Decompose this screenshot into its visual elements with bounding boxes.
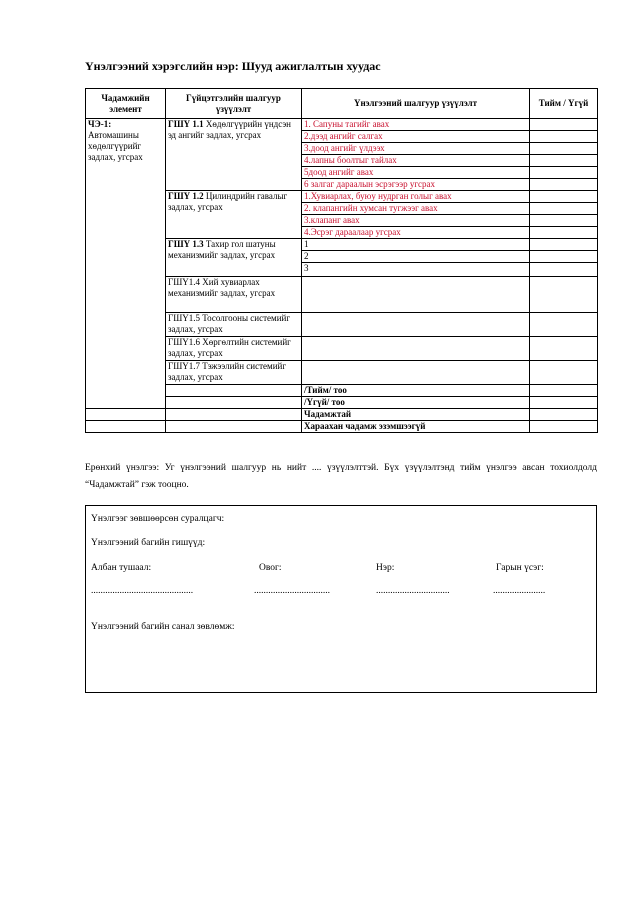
document-title: Үнэлгээний хэрэгслийн нэр: Шууд ажиглалтын хуудас: [85, 59, 381, 73]
criteria-item: [302, 337, 530, 361]
criteria-item: [302, 313, 530, 337]
performance-text: Хөдөлгүүрийн үндсэн эд ангийг задлах, угсрах: [168, 119, 291, 140]
advice-label: Үнэлгээний багийн санал зөвлөмж:: [91, 622, 235, 632]
criteria-item: 1: [302, 239, 530, 251]
position-label: Албан тушаал:: [91, 563, 152, 573]
answer-cell[interactable]: [530, 179, 598, 191]
criteria-item: [302, 277, 530, 313]
table-row: [86, 119, 598, 131]
answer-cell[interactable]: [530, 203, 598, 215]
answer-cell[interactable]: [530, 277, 598, 313]
criteria-item: 3: [302, 263, 530, 277]
summary-blank: [166, 409, 302, 421]
criteria-item: 1.Хувиарлах, буюу нудрган голыг авах: [302, 191, 530, 203]
observation-table: [85, 88, 598, 433]
position-field[interactable]: ...........................................: [91, 586, 194, 596]
performance-cell-1-7: ГШҮ1.7 Тэжээлийн системийг задлах, угсрах: [166, 361, 302, 385]
summary-blank: [86, 409, 166, 421]
performance-text: Тахир гол шатуны механизмийг задлах, угсрах: [168, 239, 276, 260]
answer-cell[interactable]: [530, 215, 598, 227]
answer-cell[interactable]: [530, 313, 598, 337]
summary-row: [86, 421, 598, 433]
answer-cell[interactable]: [530, 251, 598, 263]
answer-cell[interactable]: [530, 263, 598, 277]
surname-label: Овог:: [259, 563, 282, 573]
header-performance: Гүйцэтгэлийн шалгуур үзүүлэлт: [166, 89, 302, 119]
criteria-item: 5доод ангийг авах: [302, 167, 530, 179]
header-criteria: Үнэлгээний шалгуур үзүүлэлт: [302, 89, 530, 119]
performance-cell-1-6: ГШҮ1.6 Хөргөлтийн системийг задлах, угсрах: [166, 337, 302, 361]
answer-cell[interactable]: [530, 385, 598, 397]
answer-cell[interactable]: [530, 397, 598, 409]
header-element: Чадамжийн элемент: [86, 89, 166, 119]
summary-row: [86, 409, 598, 421]
surname-field[interactable]: ................................: [254, 586, 330, 596]
signature-field[interactable]: ......................: [493, 586, 546, 596]
answer-cell[interactable]: [530, 361, 598, 385]
element-cell: [86, 119, 166, 409]
table-header-row: [86, 89, 598, 119]
performance-cell-1-5: ГШҮ1.5 Тосолгооны системийг задлах, угсрах: [166, 313, 302, 337]
name-field[interactable]: ...............................: [376, 586, 450, 596]
performance-cell-1-4: ГШҮ1.4 Хий хувиарлах механизмийг задлах, угсрах: [166, 277, 302, 313]
summary-label: /Тийм/ тоо: [302, 385, 530, 397]
signature-label: Гарын үсэг:: [496, 563, 544, 573]
performance-cell-1-1: [166, 119, 302, 191]
summary-blank: [166, 397, 302, 409]
performance-cell-1-2: [166, 191, 302, 239]
element-text: Автомашины хөдөлгүүрийг задлах, угсрах: [88, 130, 143, 162]
answer-cell[interactable]: [530, 167, 598, 179]
answer-cell[interactable]: [530, 143, 598, 155]
answer-cell[interactable]: [530, 227, 598, 239]
team-label: Үнэлгээний багийн гишүүд:: [91, 538, 206, 548]
criteria-item: 3.доод ангийг үлдээх: [302, 143, 530, 155]
answer-cell[interactable]: [530, 119, 598, 131]
criteria-item: 4.Эсрэг дараалаар угсрах: [302, 227, 530, 239]
criteria-item: [302, 361, 530, 385]
general-assessment-note: Ерөнхий үнэлгээ: Уг үнэлгээний шалгуур нь нийт .... үзүүлэлттэй. Бүх үзүүлэлтэнд тийм үнэлгээ авсан тохиолдолд “Чадамжтай” гэж тооцно.: [85, 463, 597, 490]
criteria-item: 1. Сапуны тагийг авах: [302, 119, 530, 131]
criteria-item: 2: [302, 251, 530, 263]
criteria-item: 6 залгаг дараалын эсрэгээр угсрах: [302, 179, 530, 191]
answer-cell[interactable]: [530, 131, 598, 143]
header-yes-no: Тийм / Үгүй: [530, 89, 598, 119]
performance-text: Цилиндрийн гавалыг задлах, угсрах: [168, 191, 288, 212]
criteria-item: 2. клапангийн хумсан тугжээг авах: [302, 203, 530, 215]
criteria-item: 2.дээд ангийг салгах: [302, 131, 530, 143]
trainee-label: Үнэлгээг зөвшөөрсөн суралцагч:: [91, 514, 225, 524]
summary-label: Хараахан чадамж эзэмшээгүй: [302, 421, 530, 433]
answer-cell[interactable]: [530, 337, 598, 361]
criteria-item: 3.клапанг авах: [302, 215, 530, 227]
performance-code: ГШҮ 1.3: [168, 239, 204, 249]
answer-cell[interactable]: [530, 191, 598, 203]
answer-cell[interactable]: [530, 421, 598, 433]
performance-cell-1-3: [166, 239, 302, 277]
summary-blank: [86, 421, 166, 433]
performance-code: ГШҮ 1.1: [168, 119, 204, 129]
signature-box: [85, 505, 597, 693]
summary-blank: [166, 385, 302, 397]
summary-blank: [166, 421, 302, 433]
answer-cell[interactable]: [530, 155, 598, 167]
name-label: Нэр:: [376, 563, 395, 573]
element-code: ЧЭ-1:: [88, 119, 112, 129]
summary-label: /Үгүй/ тоо: [302, 397, 530, 409]
summary-label: Чадамжтай: [302, 409, 530, 421]
answer-cell[interactable]: [530, 409, 598, 421]
criteria-item: 4.лапны боолтыг тайлах: [302, 155, 530, 167]
performance-code: ГШҮ 1.2: [168, 191, 204, 201]
answer-cell[interactable]: [530, 239, 598, 251]
